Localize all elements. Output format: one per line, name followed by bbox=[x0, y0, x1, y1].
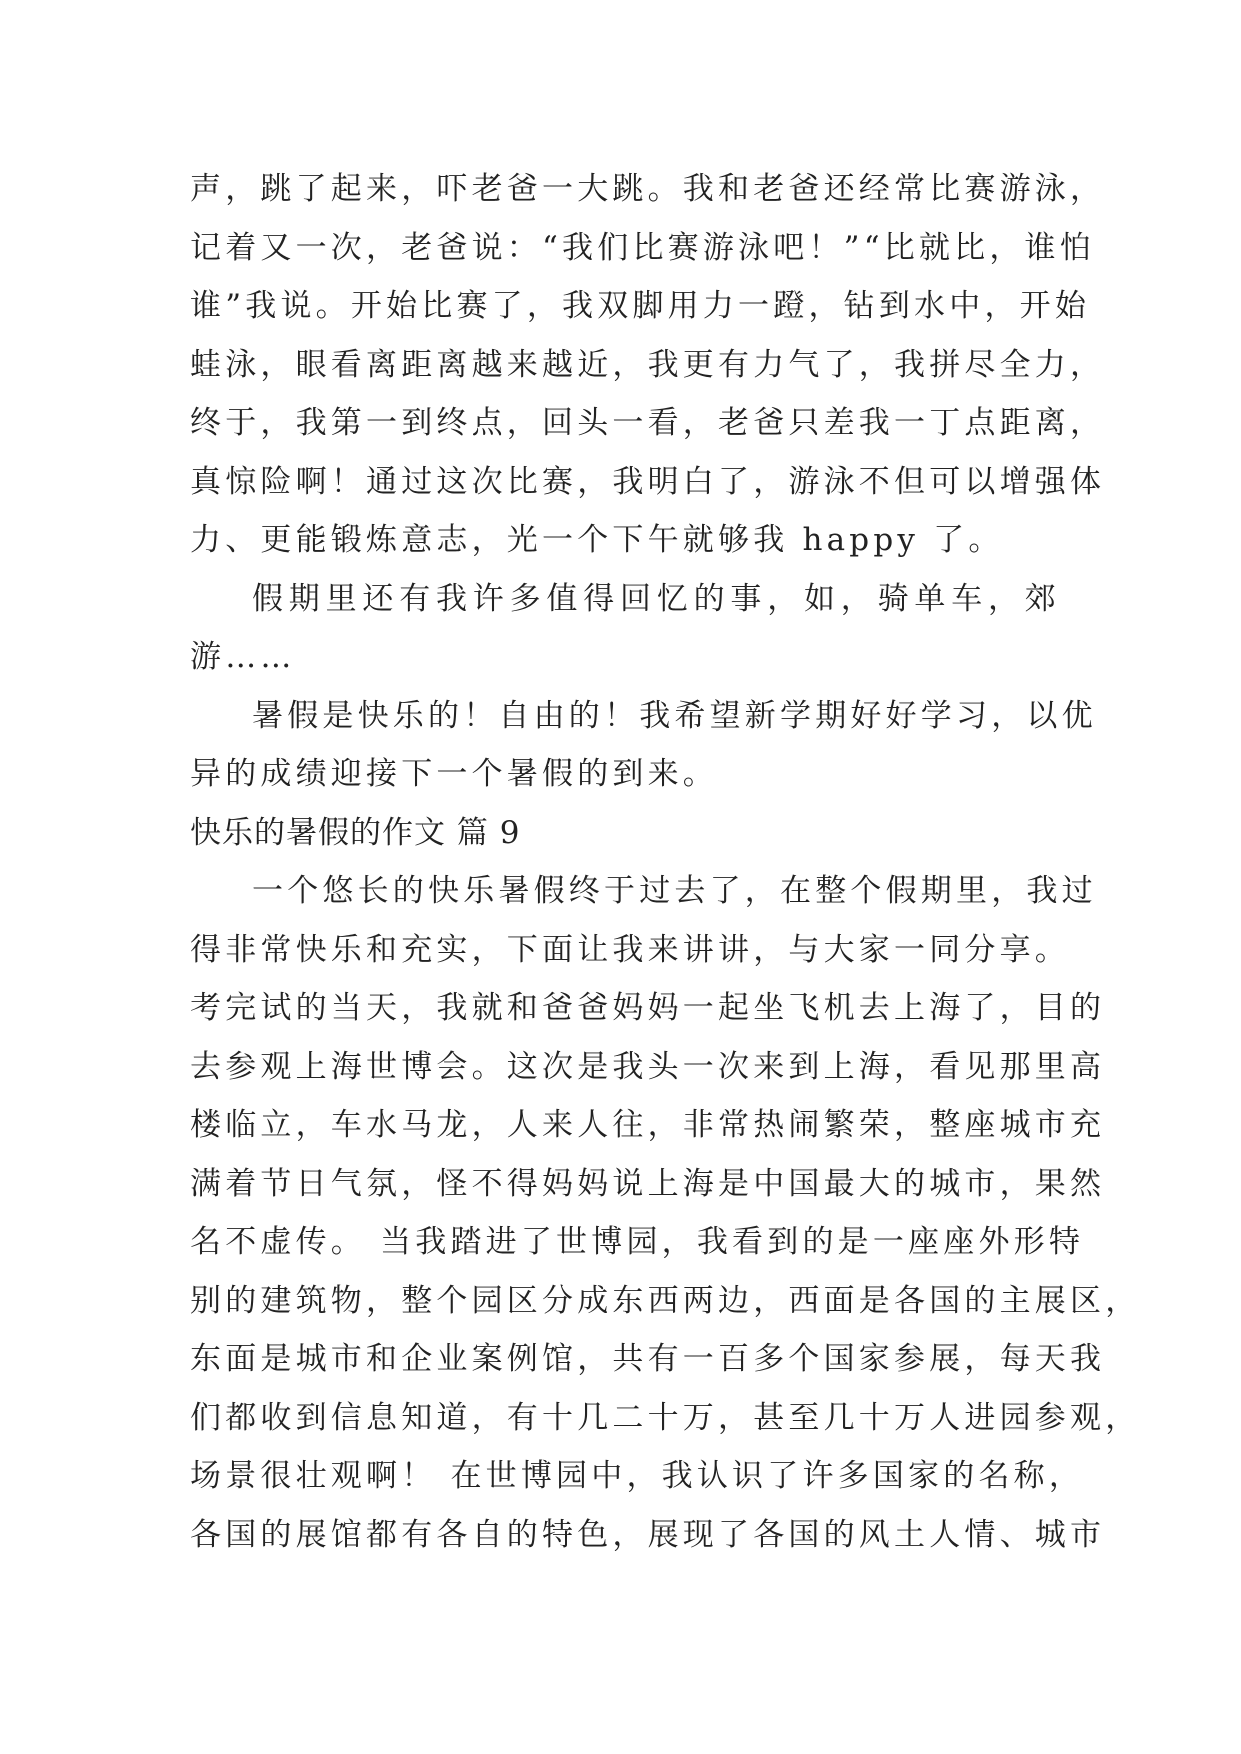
text-line: 名不虚传。 当我踏进了世博园，我看到的是一座座外形特 bbox=[190, 1224, 1085, 1260]
text-line: 们都收到信息知道，有十几二十万，甚至几十万人进园参观， bbox=[190, 1399, 1141, 1436]
section-heading: 快乐的暑假的作文 篇 9 bbox=[190, 814, 521, 851]
text-line: 去参观上海世博会。这次是我头一次来到上海，看见那里高 bbox=[190, 1048, 1106, 1085]
paragraph-conclusion bbox=[190, 687, 1097, 804]
text-line: 满着节日气氛，怪不得妈妈说上海是中国最大的城市，果然 bbox=[190, 1165, 1106, 1202]
text-line: 终于，我第一到终点，回头一看，老爸只差我一丁点距离， bbox=[190, 405, 1106, 441]
paragraph-memories bbox=[190, 570, 1060, 687]
essay-text-block bbox=[190, 160, 1141, 1564]
text-line: 得非常快乐和充实，下面让我来讲讲，与大家一同分享。 bbox=[190, 931, 1070, 968]
text-line: 假期里还有我许多值得回忆的事，如，骑单车，郊 bbox=[252, 580, 1060, 617]
text-line: 谁”我说。开始比赛了，我双脚用力一蹬，钻到水中，开始 bbox=[190, 288, 1091, 324]
text-line: 暑假是快乐的！自由的！我希望新学期好好学习，以优 bbox=[252, 697, 1097, 734]
text-line: 东面是城市和企业案例馆，共有一百多个国家参展，每天我 bbox=[190, 1341, 1106, 1377]
text-line: 考完试的当天，我就和爸爸妈妈一起坐飞机去上海了，目的 bbox=[190, 990, 1106, 1026]
text-line: 场景很壮观啊！ 在世博园中，我认识了许多国家的名称， bbox=[190, 1458, 1085, 1494]
text-line: 蛙泳，眼看离距离越来越近，我更有力气了，我拼尽全力， bbox=[190, 346, 1106, 383]
text-line: 声，跳了起来，吓老爸一大跳。我和老爸还经常比赛游泳， bbox=[190, 171, 1106, 207]
text-line: 记着又一次，老爸说：“我们比赛游泳吧！”“比就比，谁怕 bbox=[190, 229, 1095, 266]
text-line: 一个悠长的快乐暑假终于过去了，在整个假期里，我过 bbox=[252, 873, 1097, 909]
text-line: 各国的展馆都有各自的特色，展现了各国的风土人情、城市 bbox=[190, 1516, 1106, 1553]
text-line: 真惊险啊！通过这次比赛，我明白了，游泳不但可以增强体 bbox=[190, 463, 1106, 500]
text-line: 游…… bbox=[190, 639, 296, 675]
text-line: 力、更能锻炼意志，光一个下午就够我 happy 了。 bbox=[190, 522, 1004, 558]
text-line: 别的建筑物，整个园区分成东西两边，西面是各国的主展区， bbox=[190, 1282, 1141, 1319]
paragraph-continuation bbox=[190, 160, 1106, 570]
paragraph-essay-9 bbox=[190, 862, 1141, 1564]
text-line: 楼临立，车水马龙，人来人往，非常热闹繁荣，整座城市充 bbox=[190, 1107, 1106, 1143]
text-line: 异的成绩迎接下一个暑假的到来。 bbox=[190, 756, 718, 792]
